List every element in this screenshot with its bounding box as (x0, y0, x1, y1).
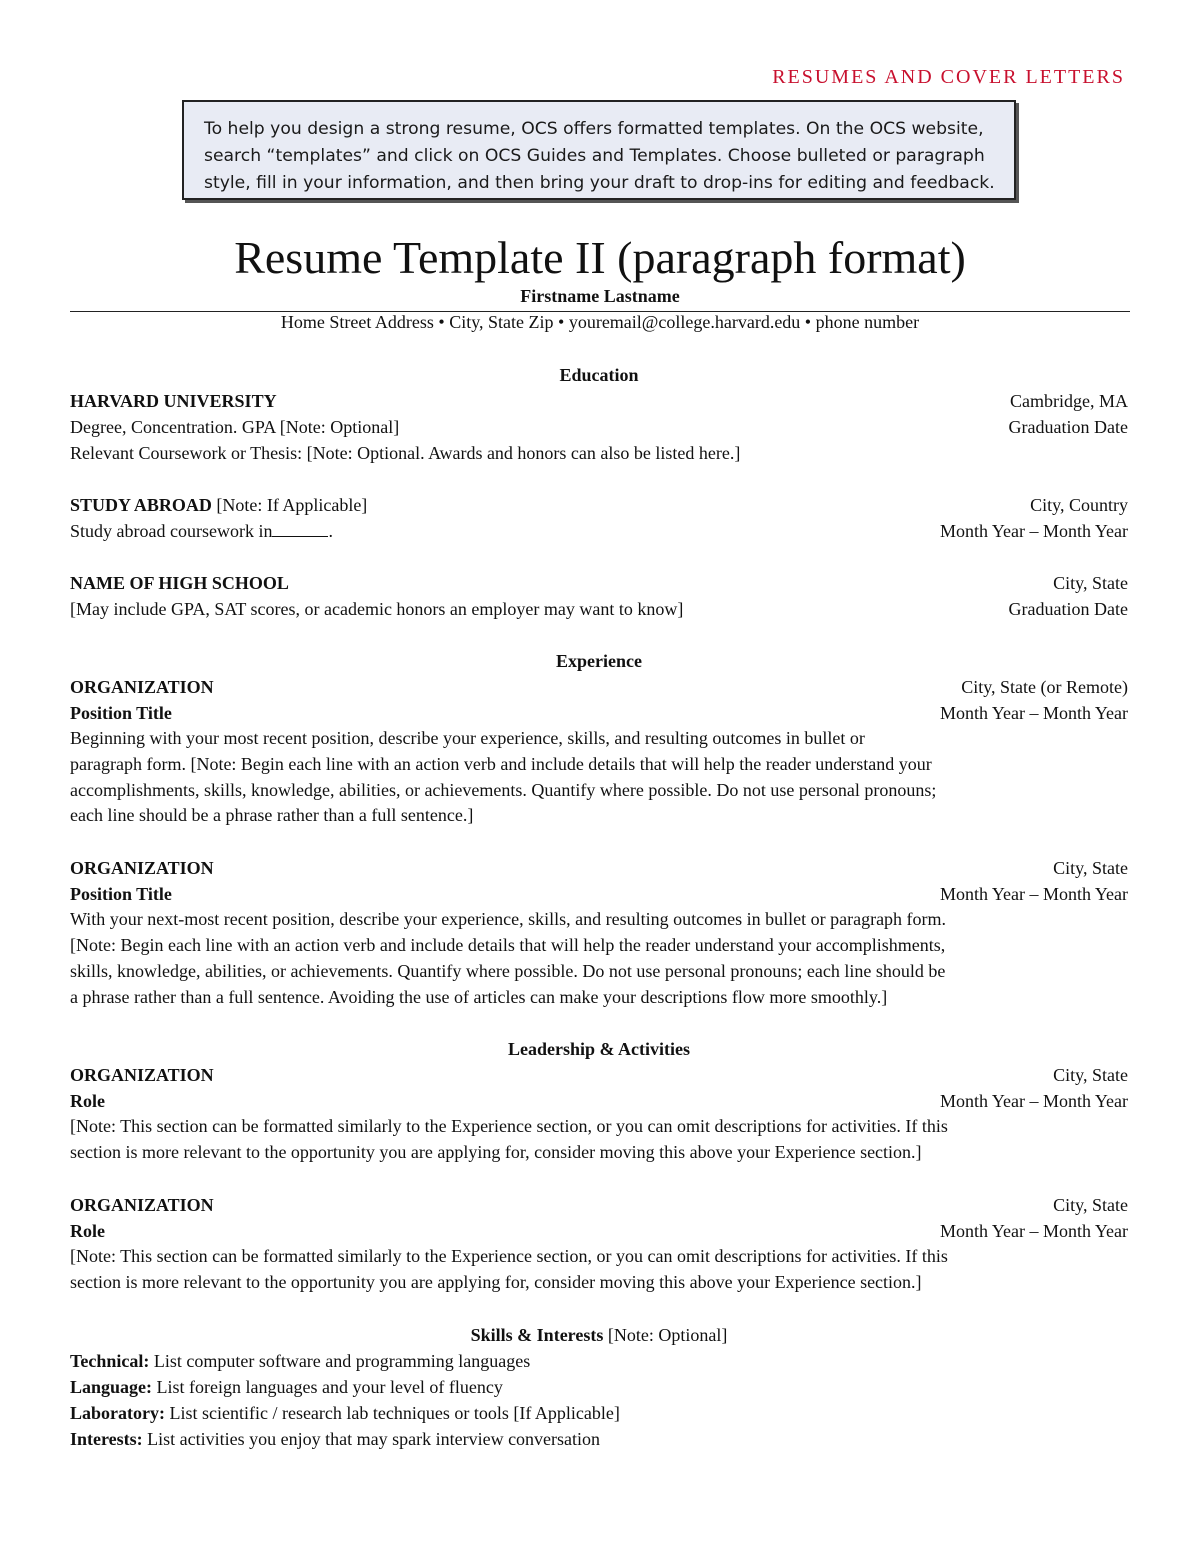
skill-row-language (70, 1374, 1128, 1400)
school-location: City, Country (1030, 495, 1128, 515)
organization-location: City, State (or Remote) (961, 677, 1128, 697)
experience-entry (70, 674, 1128, 829)
resume-body (70, 362, 1128, 1452)
degree-line (70, 414, 1128, 440)
position-title: Position Title (70, 703, 172, 723)
contact-line: Home Street Address • City, State Zip • youremail@college.harvard.edu • phone number (280, 312, 920, 332)
section-heading-education: Education (559, 365, 639, 385)
organization-name: ORGANIZATION (70, 677, 214, 697)
school-name: HARVARD UNIVERSITY (70, 391, 277, 411)
experience-entry (70, 855, 1128, 1010)
document-title: Resume Template II (paragraph format) (234, 232, 966, 283)
description-line: [Note: This section can be formatted similarly to the Experience section, or you can omit descriptions for activities. If this (70, 1245, 948, 1266)
skill-text: List scientific / research lab techniques or tools [If Applicable] (164, 1402, 620, 1423)
skill-text: List foreign languages and your level of fluency (152, 1376, 503, 1397)
organization-location: City, State (1053, 1194, 1128, 1215)
callout-line: search “templates” and click on OCS Guides and Templates. Choose bulleted or paragraph (204, 146, 985, 166)
coursework-text: Study abroad coursework in (70, 521, 273, 541)
skill-row-interests (70, 1426, 1128, 1452)
organization-location: City, State (1053, 858, 1128, 879)
instruction-callout (182, 100, 1016, 200)
skill-text: List activities you enjoy that may spark interview conversation (142, 1428, 601, 1449)
skill-label: Laboratory: (70, 1402, 165, 1423)
organization-name: ORGANIZATION (70, 858, 214, 879)
position-title: Position Title (70, 884, 172, 905)
role-title: Role (70, 1220, 105, 1241)
role-description (70, 1244, 1128, 1296)
graduation-date: Graduation Date (1008, 599, 1128, 619)
date-range: Month Year – Month Year (939, 521, 1128, 541)
leadership-entry (70, 1062, 1128, 1166)
organization-name: ORGANIZATION (70, 1065, 214, 1086)
school-location: City, State (1053, 573, 1128, 593)
education-entry-harvard (70, 388, 1128, 414)
description-line: [Note: Begin each line with an action verb and include details that will help the reader understand your accomplishments, (70, 934, 946, 955)
skills-heading-text: Skills & Interests (470, 1324, 604, 1345)
abroad-coursework-line (70, 518, 1128, 544)
date-range: Month Year – Month Year (939, 1220, 1128, 1241)
description-line: each line should be a phrase rather than a full sentence.] (70, 805, 474, 826)
applicant-name: Firstname Lastname (520, 286, 680, 306)
skill-label: Interests: (70, 1428, 143, 1449)
education-entry-highschool (70, 570, 1128, 596)
date-range: Month Year – Month Year (939, 1091, 1128, 1112)
coursework-line (70, 440, 1128, 466)
education-entry-abroad (70, 492, 1128, 518)
section-heading-leadership: Leadership & Activities (508, 1039, 690, 1060)
coursework-period: . (328, 521, 333, 541)
degree-text: Degree, Concentration. GPA [Note: Optional] (70, 417, 400, 437)
date-range: Month Year – Month Year (939, 884, 1128, 905)
section-heading-skills (70, 1322, 1128, 1348)
section-heading-experience: Experience (556, 651, 642, 671)
skill-row-laboratory (70, 1400, 1128, 1426)
description-line: paragraph form. [Note: Begin each line with an action verb and include details that will help the reader understand your (70, 753, 932, 774)
skill-row-technical (70, 1348, 1128, 1374)
school-detail: [May include GPA, SAT scores, or academic honors an employer may want to know] (70, 599, 684, 619)
description-line: Beginning with your most recent position, describe your experience, skills, and resulting outcomes in bullet or (70, 728, 865, 748)
skill-text: List computer software and programming languages (149, 1350, 531, 1371)
role-title: Role (70, 1091, 105, 1112)
school-location: Cambridge, MA (1010, 391, 1128, 411)
organization-name: ORGANIZATION (70, 1194, 214, 1215)
position-description (70, 907, 1128, 1010)
description-line: a phrase rather than a full sentence. Avoiding the use of articles can make your descriptions flow more smoothly.] (70, 986, 888, 1007)
callout-line: To help you design a strong resume, OCS offers formatted templates. On the OCS website, (204, 119, 984, 139)
callout-line: style, fill in your information, and then bring your draft to drop-ins for editing and feedback. (204, 173, 995, 193)
school-name: STUDY ABROAD (70, 495, 212, 515)
leadership-entry (70, 1192, 1128, 1296)
organization-location: City, State (1053, 1065, 1128, 1086)
coursework-text: Relevant Coursework or Thesis: [Note: Optional. Awards and honors can also be listed here.] (70, 443, 741, 463)
graduation-date: Graduation Date (1008, 417, 1128, 437)
description-line: accomplishments, skills, knowledge, abilities, or achievements. Quantify where possible. Do not use personal pronouns; (70, 779, 937, 800)
description-line: [Note: This section can be formatted similarly to the Experience section, or you can omit descriptions for activities. If this (70, 1116, 948, 1137)
description-line: skills, knowledge, abilities, or achievements. Quantify where possible. Do not use personal pronouns; each line should be (70, 960, 946, 981)
description-line: With your next-most recent position, describe your experience, skills, and resulting outcomes in bullet or paragraph form. (70, 909, 947, 930)
date-range: Month Year – Month Year (939, 703, 1128, 723)
description-line: section is more relevant to the opportunity you are applying for, consider moving this above your Experience section.] (70, 1271, 922, 1292)
skill-label: Language: (70, 1376, 153, 1397)
school-note: [Note: If Applicable] (211, 495, 368, 515)
skill-label: Technical: (70, 1350, 150, 1371)
section-kicker: RESUMES AND COVER LETTERS (772, 66, 1125, 88)
fill-in-blank (272, 518, 328, 537)
highschool-detail-line (70, 596, 1128, 622)
description-line: section is more relevant to the opportunity you are applying for, consider moving this above your Experience section.] (70, 1142, 922, 1163)
skills-heading-note: [Note: Optional] (603, 1324, 728, 1345)
school-name: NAME OF HIGH SCHOOL (70, 573, 289, 593)
role-description (70, 1114, 1128, 1166)
position-description (70, 726, 1128, 829)
